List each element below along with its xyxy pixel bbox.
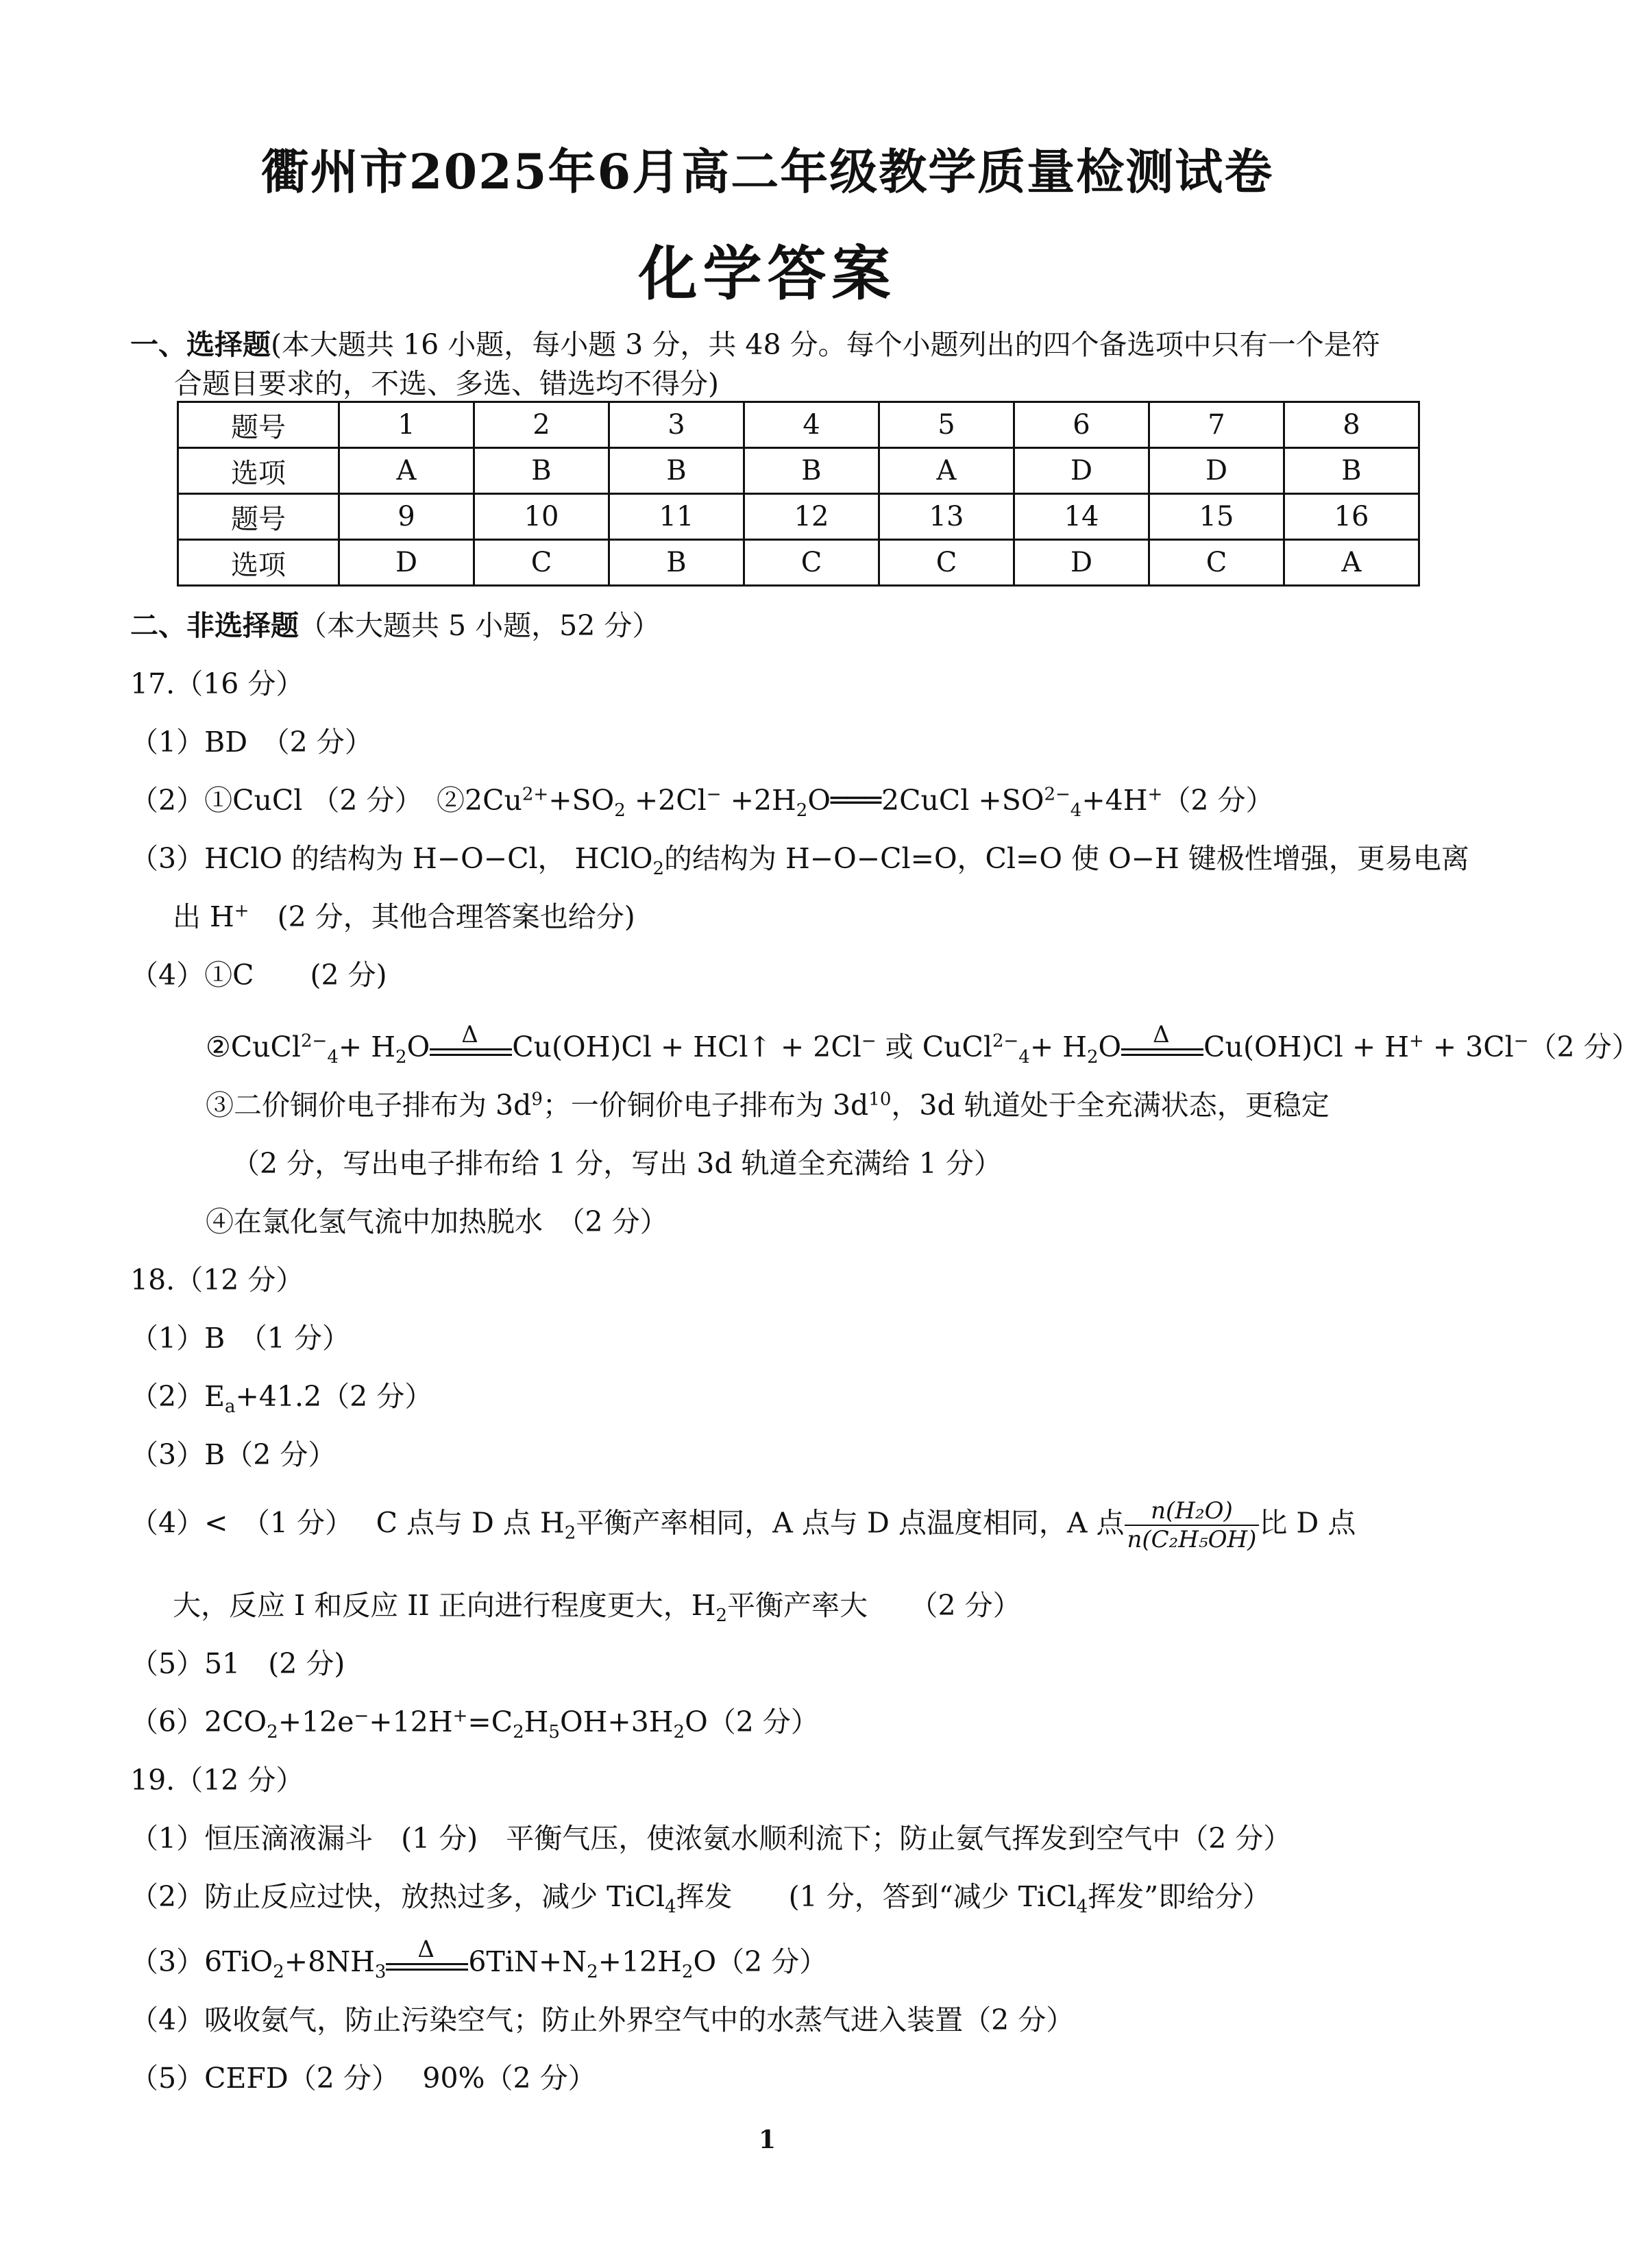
table-cell: 14 (1014, 494, 1149, 540)
table-cell: C (1149, 540, 1284, 586)
q19-part4: （4）吸收氨气，防止污染空气；防止外界空气中的水蒸气进入装置（2 分） (130, 2004, 1075, 2036)
q19-heading: 19.（12 分） (130, 1764, 304, 1797)
q17-part1: （1）BD （2 分） (130, 726, 373, 759)
table-cell: 1 (339, 402, 474, 448)
section1-desc2: 合题目要求的，不选、多选、错选均不得分) (174, 367, 719, 400)
table-cell: 3 (609, 402, 744, 448)
table-cell: 15 (1149, 494, 1284, 540)
q17-part4-equation: ②CuCl$^{2-}_4$+ $H_2O$ Δ Cu(OH)Cl + HCl↑ + 2Cl− 或 CuCl$^{2-}_4$+ $H_2O$ Δ Cu(OH)Cl + H+ + 3Cl−（2 分） (206, 1020, 1640, 1068)
q18-heading: 18.（12 分） (130, 1264, 304, 1296)
table-cell: 11 (609, 494, 744, 540)
answer-table (177, 401, 1420, 587)
table-row (178, 494, 1419, 540)
table-header-cell: 选项 (178, 540, 339, 586)
table-cell: 5 (879, 402, 1014, 448)
table-row (178, 448, 1419, 494)
section2-desc: （本大题共 5 小题，52 分） (299, 609, 661, 642)
q18-part5: （5）51 (2 分) (130, 1647, 345, 1680)
table-cell: 12 (744, 494, 879, 540)
table-cell: B (1284, 448, 1419, 494)
table-cell: B (609, 540, 744, 586)
table-cell: 8 (1284, 402, 1419, 448)
table-cell: B (474, 448, 609, 494)
table-cell: A (1284, 540, 1419, 586)
table-cell: 7 (1149, 402, 1284, 448)
q19-part3: $(3)6TiO_2+8NH_3$ Δ $6TiN+N_2+12H_2O(2$ 分） (130, 1935, 828, 1983)
table-cell: 16 (1284, 494, 1419, 540)
q17-part2: （2）①CuCl （2 分） $②2Cu^{2+}+SO_2 +2Cl^-$ $+2H_2O═══2CuCl +SO^{2-}_4+4H^+(2$ 分） (130, 784, 1274, 822)
table-cell: B (609, 448, 744, 494)
q18-part4-cont: 大，反应 I 和反应 II 正向进行程度更大，$H_2$平衡产率大 （2 分） (173, 1589, 1021, 1627)
table-cell: D (1014, 448, 1149, 494)
q17-heading: 17.（16 分） (130, 667, 304, 700)
table-header-cell: 选项 (178, 448, 339, 494)
heating-arrow-icon: Δ (1121, 1036, 1203, 1063)
table-cell: C (474, 540, 609, 586)
page-number: 1 (758, 2125, 776, 2154)
table-cell: A (879, 448, 1014, 494)
section2-label: 二、非选择题 (130, 609, 299, 642)
table-cell: D (1149, 448, 1284, 494)
table-cell: A (339, 448, 474, 494)
table-cell: 9 (339, 494, 474, 540)
table-cell: 6 (1014, 402, 1149, 448)
section1-label: 一、选择题 (130, 328, 271, 361)
q18-part4: （4）< （1 分） C 点与 D 点 $H_2$平衡产率相同，A 点与 D 点温度相同，A 点 $\frac{\text{n(H₂O)}}{\text{n(C₂H₅OH)}}$ 比 D 点 (130, 1497, 1356, 1553)
table-row (178, 402, 1419, 448)
exam-subtitle: 化学答案 (638, 239, 896, 308)
q18-part3: （3）B（2 分） (130, 1438, 336, 1471)
q17-part4-3-note: （2 分，写出电子排布给 1 分，写出 3d 轨道全充满给 1 分） (232, 1147, 1002, 1180)
q19-part2: （2）防止反应过快，放热过多，减少 TiCl$_4$挥发 (1 分，答到“减少 TiCl$_4$挥发”即给分） (130, 1880, 1271, 1918)
heating-arrow-icon: Δ (430, 1036, 512, 1063)
q17-part4-4: ④在氯化氢气流中加热脱水 （2 分） (206, 1205, 668, 1238)
section2-header (130, 603, 660, 643)
table-cell: B (744, 448, 879, 494)
section1-header (130, 322, 1380, 362)
table-header-cell: 题号 (178, 402, 339, 448)
q18-part1: （1）B （1 分） (130, 1322, 350, 1355)
heating-arrow-icon: Δ (386, 1951, 468, 1978)
q18-part2: $(2)E_a+41.2(2$ 分） (130, 1380, 433, 1418)
q17-part3: （3）HClO 的结构为 H−O−Cl， HClO$_2$的结构为 H−O−Cl=O，Cl=O 使 O−H 键极性增强，更易电离 (130, 842, 1469, 880)
exam-title: 衢州市2025年6月高二年级教学质量检测试卷 (260, 143, 1274, 200)
q19-part1: （1）恒压滴液漏斗 (1 分) 平衡气压，使浓氨水顺利流下；防止氨气挥发到空气中（2 分） (130, 1822, 1292, 1855)
table-cell: 10 (474, 494, 609, 540)
table-cell: 2 (474, 402, 609, 448)
table-cell: D (339, 540, 474, 586)
mole-ratio-fraction: $\frac{\text{n(H₂O)}}{\text{n(C₂H₅OH)}}$ (1125, 1497, 1260, 1553)
section1-desc1: (本大题共 16 小题，每小题 3 分，共 48 分。每个小题列出的四个备选项中只有一个是符 (271, 328, 1380, 361)
table-cell: 4 (744, 402, 879, 448)
q17-part3-cont: 出 H+ (2 分，其他合理答案也给分) (173, 900, 635, 933)
table-row (178, 540, 1419, 586)
q19-part5: （5）CEFD（2 分） 90%（2 分） (130, 2062, 596, 2095)
table-cell: 13 (879, 494, 1014, 540)
q17-part4: （4）①C (2 分) (130, 959, 387, 991)
q18-part6: $(6)2CO_2+12e^-+12H^+=C_2H_5OH+3H_2O(2$ 分） (130, 1705, 819, 1743)
table-cell: C (744, 540, 879, 586)
table-cell: D (1014, 540, 1149, 586)
table-cell: C (879, 540, 1014, 586)
table-header-cell: 题号 (178, 494, 339, 540)
q17-part4-3: ③二价铜价电子排布为 $3d^9$；一价铜价电子排布为 $3d^{10}$，3d 轨道处于全充满状态，更稳定 (206, 1089, 1330, 1122)
